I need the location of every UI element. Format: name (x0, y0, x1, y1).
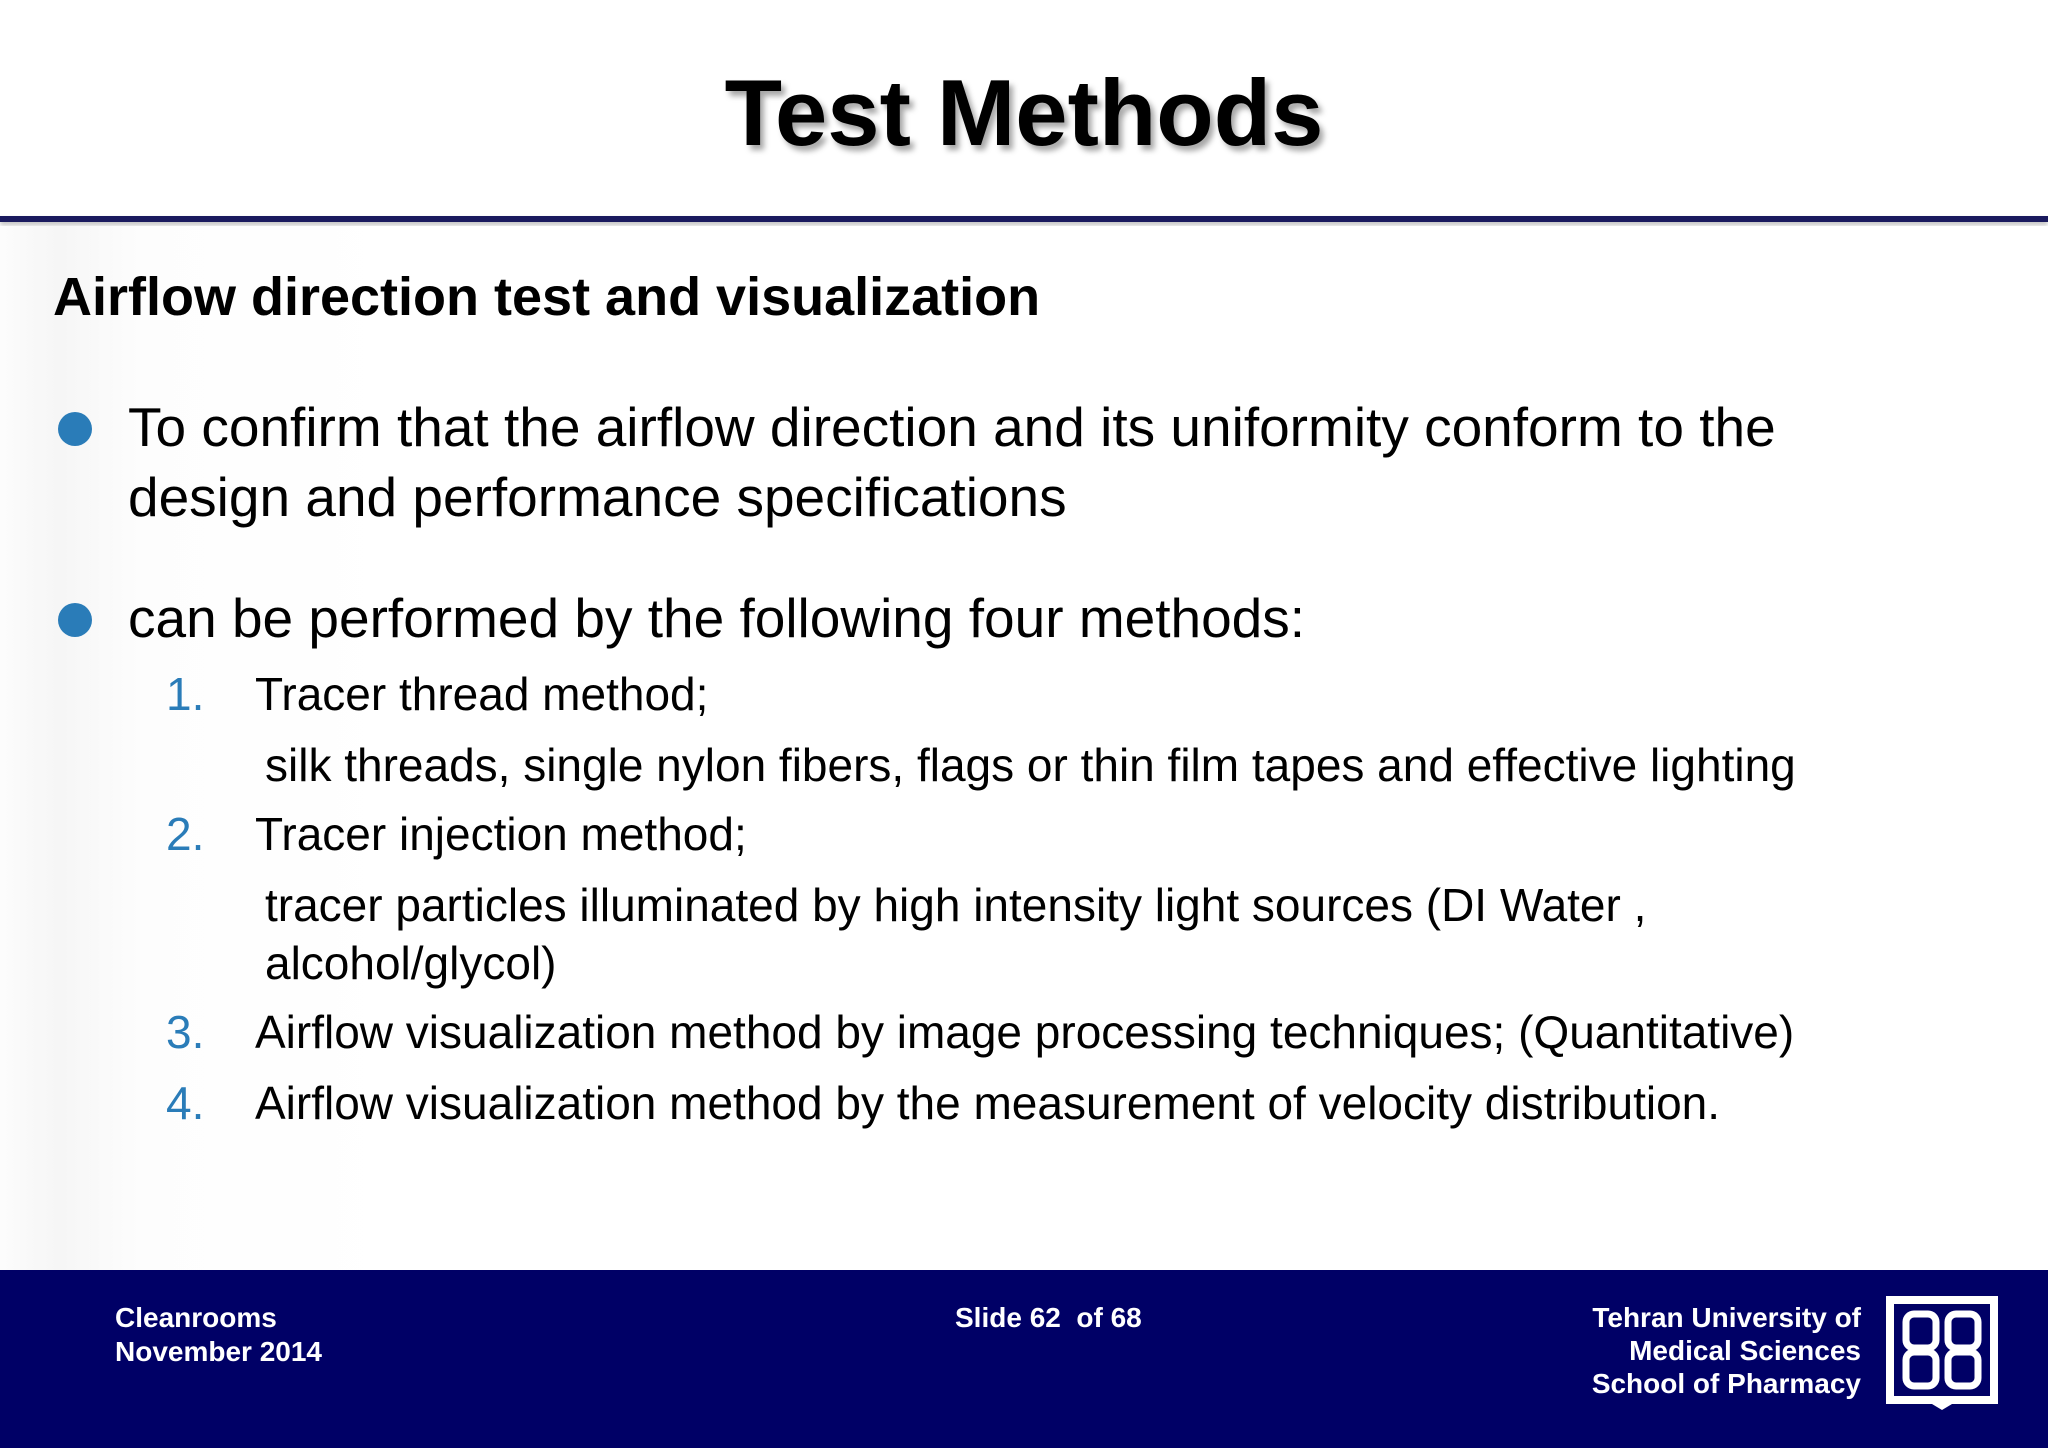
bullet-text: can be performed by the following four methods: (128, 587, 1306, 649)
method-detail: tracer particles illuminated by high intensity light sources (DI Water , alcohol/glycol) (265, 879, 1647, 989)
method-label: Tracer thread method; (255, 668, 709, 720)
section-heading: Airflow direction test and visualization (53, 267, 1041, 327)
method-detail: silk threads, single nylon fibers, flags or thin film tapes and effective lighting (265, 739, 1796, 791)
method-label: Airflow visualization method by image processing techniques; (Quantitative) (255, 1006, 1795, 1058)
method-label: Airflow visualization method by the measurement of velocity distribution. (255, 1077, 1721, 1129)
footer-course-info (115, 1301, 322, 1369)
method-number: 3. (166, 1006, 205, 1058)
institution-line-3: School of Pharmacy (1591, 1368, 1861, 1399)
footer-institution (1592, 1301, 1861, 1400)
institution-line-2: Medical Sciences (1629, 1335, 1861, 1366)
method-number: 1. (166, 668, 205, 720)
method-number: 2. (166, 808, 205, 860)
footer-course: Cleanrooms (115, 1302, 277, 1333)
institution-line-1: Tehran University of (1592, 1302, 1861, 1333)
slide-title: Test Methods (724, 60, 1324, 165)
method-number: 4. (166, 1077, 205, 1129)
footer-date: November 2014 (115, 1336, 323, 1367)
university-emblem-icon (1886, 1296, 1998, 1410)
method-label: Tracer injection method; (255, 808, 747, 860)
bullet-dot-icon (58, 603, 92, 637)
slide-footer (0, 1270, 2048, 1448)
slide-counter: Slide 62 of 68 (955, 1302, 1142, 1333)
title-divider (0, 216, 2048, 222)
bullet-dot-icon (58, 412, 92, 446)
bullet-text: To confirm that the airflow direction and its uniformity conform to the design and performance specifications (128, 396, 1776, 528)
